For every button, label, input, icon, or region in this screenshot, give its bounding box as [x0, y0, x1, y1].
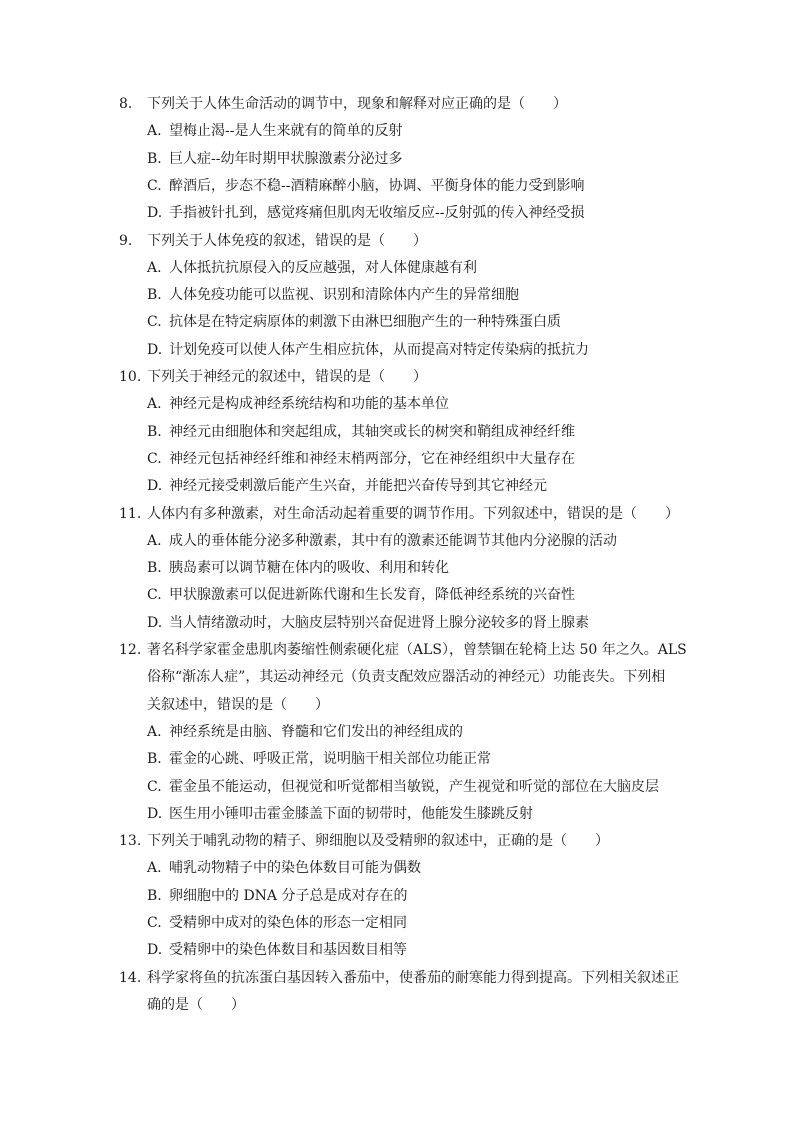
- question-stem-line: [0, 91, 794, 118]
- option-text: 卵细胞中的 DNA 分子总是成对存在的: [169, 887, 408, 904]
- option-label: D.: [147, 341, 163, 358]
- answer-option: [0, 610, 794, 637]
- option-text: 醉酒后，步态不稳--酒精麻醉小脑，协调、平衡身体的能力受到影响: [169, 177, 585, 194]
- option-label: A.: [147, 860, 162, 877]
- option-text: 神经元包括神经纤维和神经末梢两部分，它在神经组织中大量存在: [169, 450, 575, 467]
- answer-option: [0, 719, 794, 746]
- question-stem-line: [0, 228, 794, 255]
- question-stem-line: [0, 637, 794, 664]
- answer-option: [0, 173, 794, 200]
- question-stem-text: 下列关于人体免疫的叙述，错误的是（ ）: [147, 232, 427, 249]
- question-stem-text: 下列关于神经元的叙述中，错误的是（ ）: [147, 369, 427, 385]
- option-label: C.: [147, 177, 162, 194]
- question-number: 11.: [119, 505, 142, 522]
- answer-option: [0, 446, 794, 473]
- option-text: 巨人症--幼年时期甲状腺激素分泌过多: [169, 150, 403, 167]
- question-stem-line: [0, 965, 794, 992]
- answer-option: [0, 801, 794, 828]
- option-label: B.: [147, 560, 162, 577]
- option-label: D.: [147, 942, 163, 959]
- question-stem-line: [0, 364, 794, 391]
- answer-option: [0, 746, 794, 773]
- question-stem-line: [0, 992, 794, 1019]
- option-label: B.: [147, 150, 162, 167]
- answer-option: [0, 118, 794, 145]
- option-text: 手指被针扎到，感觉疼痛但肌肉无收缩反应--反射弧的传入神经受损: [169, 205, 585, 222]
- answer-option: [0, 255, 794, 282]
- option-text: 霍金虽不能运动，但视觉和听觉都相当敏锐，产生视觉和听觉的部位在大脑皮层: [169, 778, 659, 795]
- answer-option: [0, 146, 794, 173]
- question-stem-line: [0, 828, 794, 855]
- option-text: 受精卵中的染色体数目和基因数目相等: [169, 942, 407, 959]
- answer-option: [0, 337, 794, 364]
- question-stem-text: 确的是（ ）: [147, 996, 245, 1013]
- option-label: A.: [147, 259, 162, 276]
- option-text: 霍金的心跳、呼吸正常，说明脑干相关部位功能正常: [169, 751, 491, 768]
- question-number: 10.: [119, 369, 142, 385]
- option-text: 哺乳动物精子中的染色体数目可能为偶数: [169, 860, 421, 877]
- question-stem-text: 下列关于人体生命活动的调节中，现象和解释对应正确的是（ ）: [147, 96, 567, 112]
- answer-option: [0, 200, 794, 227]
- option-label: C.: [147, 587, 162, 604]
- question-stem-text: 关叙述中，错误的是（ ）: [147, 696, 329, 713]
- option-text: 神经元是构成神经系统结构和功能的基本单位: [169, 396, 449, 413]
- option-label: A.: [147, 532, 162, 549]
- option-text: 人体抵抗抗原侵入的反应越强，对人体健康越有利: [169, 259, 477, 276]
- option-text: 抗体是在特定病原体的刺激下由淋巴细胞产生的一种特殊蛋白质: [169, 314, 561, 331]
- answer-option: [0, 309, 794, 336]
- question-stem-text: 著名科学家霍金患肌肉萎缩性侧索硬化症（ALS），曾禁锢在轮椅上达 50 年之久。ALS: [147, 642, 687, 658]
- answer-option: [0, 473, 794, 500]
- option-label: D.: [147, 478, 163, 495]
- answer-option: [0, 419, 794, 446]
- option-text: 胰岛素可以调节糖在体内的吸收、利用和转化: [169, 560, 449, 577]
- answer-option: [0, 582, 794, 609]
- option-label: C.: [147, 915, 162, 931]
- option-label: B.: [147, 887, 162, 904]
- answer-option: [0, 282, 794, 309]
- option-label: B.: [147, 423, 162, 440]
- question-number: 9.: [119, 232, 133, 249]
- answer-option: [0, 528, 794, 555]
- answer-option: [0, 883, 794, 910]
- option-label: C.: [147, 314, 162, 331]
- option-label: B.: [147, 751, 162, 768]
- option-label: C.: [147, 450, 162, 467]
- question-number: 14.: [119, 969, 142, 986]
- answer-option: [0, 910, 794, 937]
- answer-option: [0, 855, 794, 882]
- answer-option: [0, 937, 794, 964]
- question-number: 8.: [119, 96, 133, 112]
- option-text: 神经元接受刺激后能产生兴奋，并能把兴奋传导到其它神经元: [169, 478, 547, 495]
- question-number: 13.: [119, 833, 142, 850]
- option-text: 人体免疫功能可以监视、识别和清除体内产生的异常细胞: [169, 287, 519, 304]
- option-text: 当人情绪激动时，大脑皮层特别兴奋促进肾上腺分泌较多的肾上腺素: [169, 614, 589, 631]
- answer-option: [0, 391, 794, 418]
- option-text: 成人的垂体能分泌多种激素，其中有的激素还能调节其他内分泌腺的活动: [169, 532, 617, 549]
- option-label: C.: [147, 778, 162, 795]
- option-label: B.: [147, 287, 162, 304]
- option-text: 神经系统是由脑、脊髓和它们发出的神经组成的: [169, 723, 463, 740]
- question-stem-line: [0, 664, 794, 691]
- question-stem-text: 科学家将鱼的抗冻蛋白基因转入番茄中，使番茄的耐寒能力得到提高。下列相关叙述正: [147, 969, 679, 986]
- question-stem-line: [0, 692, 794, 719]
- option-label: A.: [147, 723, 162, 740]
- option-text: 受精卵中成对的染色体的形态一定相同: [169, 915, 407, 931]
- question-stem-text: 人体内有多种激素，对生命活动起着重要的调节作用。下列叙述中，错误的是（ ）: [147, 505, 679, 522]
- option-text: 望梅止渴--是人生来就有的简单的反射: [169, 123, 403, 140]
- option-label: D.: [147, 205, 163, 222]
- option-text: 神经元由细胞体和突起组成，其轴突或长的树突和鞘组成神经纤维: [169, 423, 575, 440]
- option-label: D.: [147, 805, 163, 822]
- option-label: A.: [147, 396, 162, 413]
- answer-option: [0, 774, 794, 801]
- question-stem-text: 俗称“渐冻人症”，其运动神经元（负责支配效应器活动的神经元）功能丧失。下列相: [147, 669, 666, 686]
- option-label: D.: [147, 614, 163, 631]
- option-label: A.: [147, 123, 162, 140]
- question-number: 12.: [119, 642, 142, 658]
- option-text: 计划免疫可以使人体产生相应抗体，从而提高对特定传染病的抵抗力: [169, 341, 589, 358]
- option-text: 医生用小锤叩击霍金膝盖下面的韧带时，他能发生膝跳反射: [169, 805, 533, 822]
- answer-option: [0, 555, 794, 582]
- question-stem-text: 下列关于哺乳动物的精子、卵细胞以及受精卵的叙述中，正确的是（ ）: [147, 833, 609, 850]
- question-stem-line: [0, 501, 794, 528]
- option-text: 甲状腺激素可以促进新陈代谢和生长发育，降低神经系统的兴奋性: [169, 587, 575, 604]
